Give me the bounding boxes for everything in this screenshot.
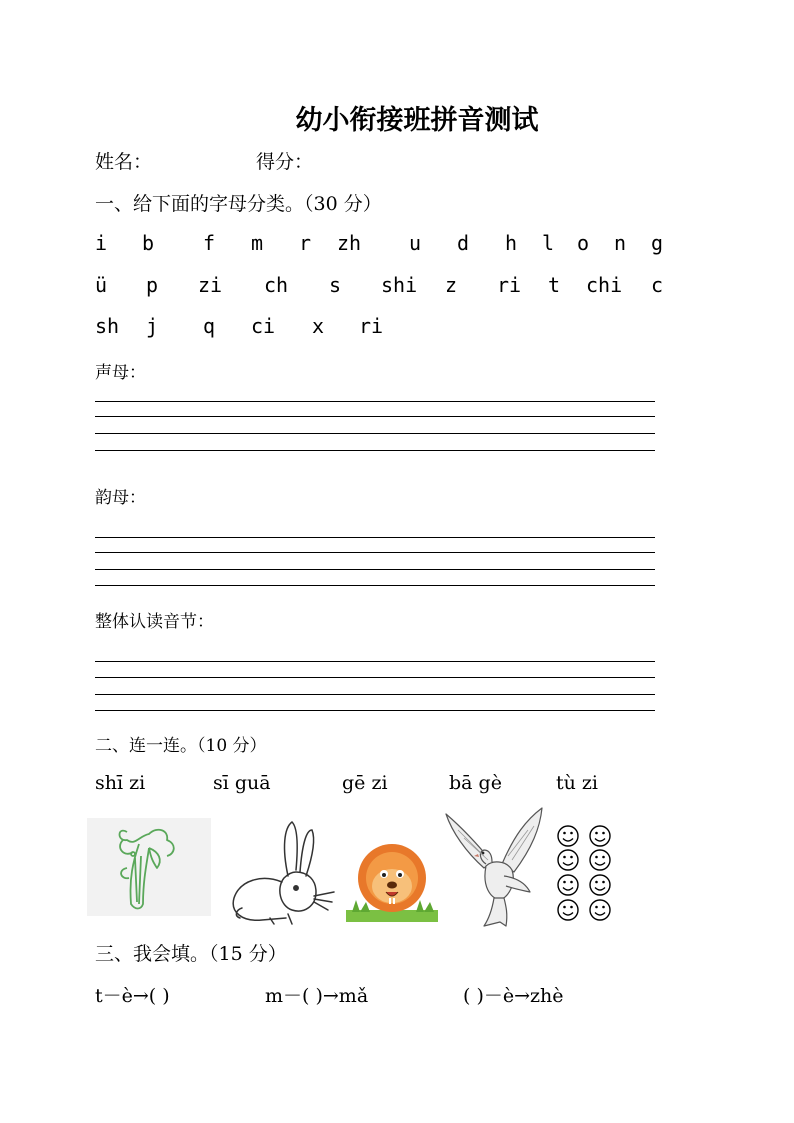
fill-item-1[interactable]: t－è→( ): [95, 985, 170, 1007]
category-yunmu-label: 韵母：: [95, 488, 146, 508]
fill-item-2[interactable]: m－( )→mǎ: [265, 985, 369, 1007]
writing-line[interactable]: [95, 585, 655, 586]
letter-item: r: [299, 231, 312, 255]
letter-item: s: [329, 273, 342, 297]
writing-line[interactable]: [95, 661, 655, 662]
letter-item: t: [548, 273, 561, 297]
letter-item: sh: [95, 314, 120, 338]
writing-line[interactable]: [95, 401, 655, 402]
letter-item: j: [146, 314, 159, 338]
pinyin-word-sigua[interactable]: sī guā: [213, 772, 271, 794]
letter-item: p: [146, 273, 159, 297]
letter-item: ri: [359, 314, 384, 338]
writing-line[interactable]: [95, 416, 655, 417]
pinyin-word-tuzi[interactable]: tù zi: [556, 772, 598, 794]
letter-item: shi: [381, 273, 418, 297]
letter-item: l: [542, 231, 555, 255]
pinyin-word-bage[interactable]: bā gè: [449, 772, 502, 794]
letter-item: c: [651, 273, 664, 297]
pinyin-word-shizi[interactable]: shī zi: [95, 772, 146, 794]
letter-item: m: [251, 231, 264, 255]
letter-item: ci: [251, 314, 276, 338]
writing-line[interactable]: [95, 537, 655, 538]
writing-line[interactable]: [95, 710, 655, 711]
letter-item: h: [505, 231, 518, 255]
writing-line[interactable]: [95, 569, 655, 570]
eight-smileys-picture[interactable]: [556, 824, 616, 922]
writing-line[interactable]: [95, 433, 655, 434]
pinyin-word-gezi[interactable]: gē zi: [342, 772, 388, 794]
lion-picture[interactable]: [346, 838, 438, 922]
letter-item: zi: [198, 273, 223, 297]
letter-item: o: [577, 231, 590, 255]
letter-item: chi: [586, 273, 623, 297]
fill-item-3[interactable]: ( )－è→zhè: [463, 985, 564, 1007]
letter-item: u: [409, 231, 422, 255]
section2-heading: 二、连一连。（10 分）: [95, 736, 267, 756]
category-zhengti-label: 整体认读音节：: [95, 612, 214, 632]
letter-item: ü: [95, 273, 108, 297]
loofah-picture[interactable]: [87, 818, 211, 916]
name-label: 姓名：: [95, 151, 153, 173]
letter-item: ri: [497, 273, 522, 297]
writing-line[interactable]: [95, 552, 655, 553]
category-shengmu-label: 声母：: [95, 363, 146, 383]
writing-line[interactable]: [95, 694, 655, 695]
letter-item: d: [457, 231, 470, 255]
letter-item: z: [445, 273, 458, 297]
rabbit-picture[interactable]: [222, 818, 340, 926]
writing-line[interactable]: [95, 450, 655, 451]
dove-picture[interactable]: [444, 806, 546, 928]
letter-item: b: [142, 231, 155, 255]
letter-item: x: [312, 314, 325, 338]
letter-item: g: [651, 231, 664, 255]
writing-line[interactable]: [95, 677, 655, 678]
section1-heading: 一、给下面的字母分类。（30 分）: [95, 193, 382, 215]
letter-item: zh: [337, 231, 362, 255]
letter-item: i: [95, 231, 108, 255]
section3-heading: 三、我会填。（15 分）: [95, 943, 287, 965]
letter-item: q: [203, 314, 216, 338]
letter-item: ch: [264, 273, 289, 297]
letter-item: f: [203, 231, 216, 255]
score-label: 得分：: [256, 151, 314, 173]
page-title: 幼小衔接班拼音测试: [295, 105, 539, 136]
letter-item: n: [614, 231, 627, 255]
